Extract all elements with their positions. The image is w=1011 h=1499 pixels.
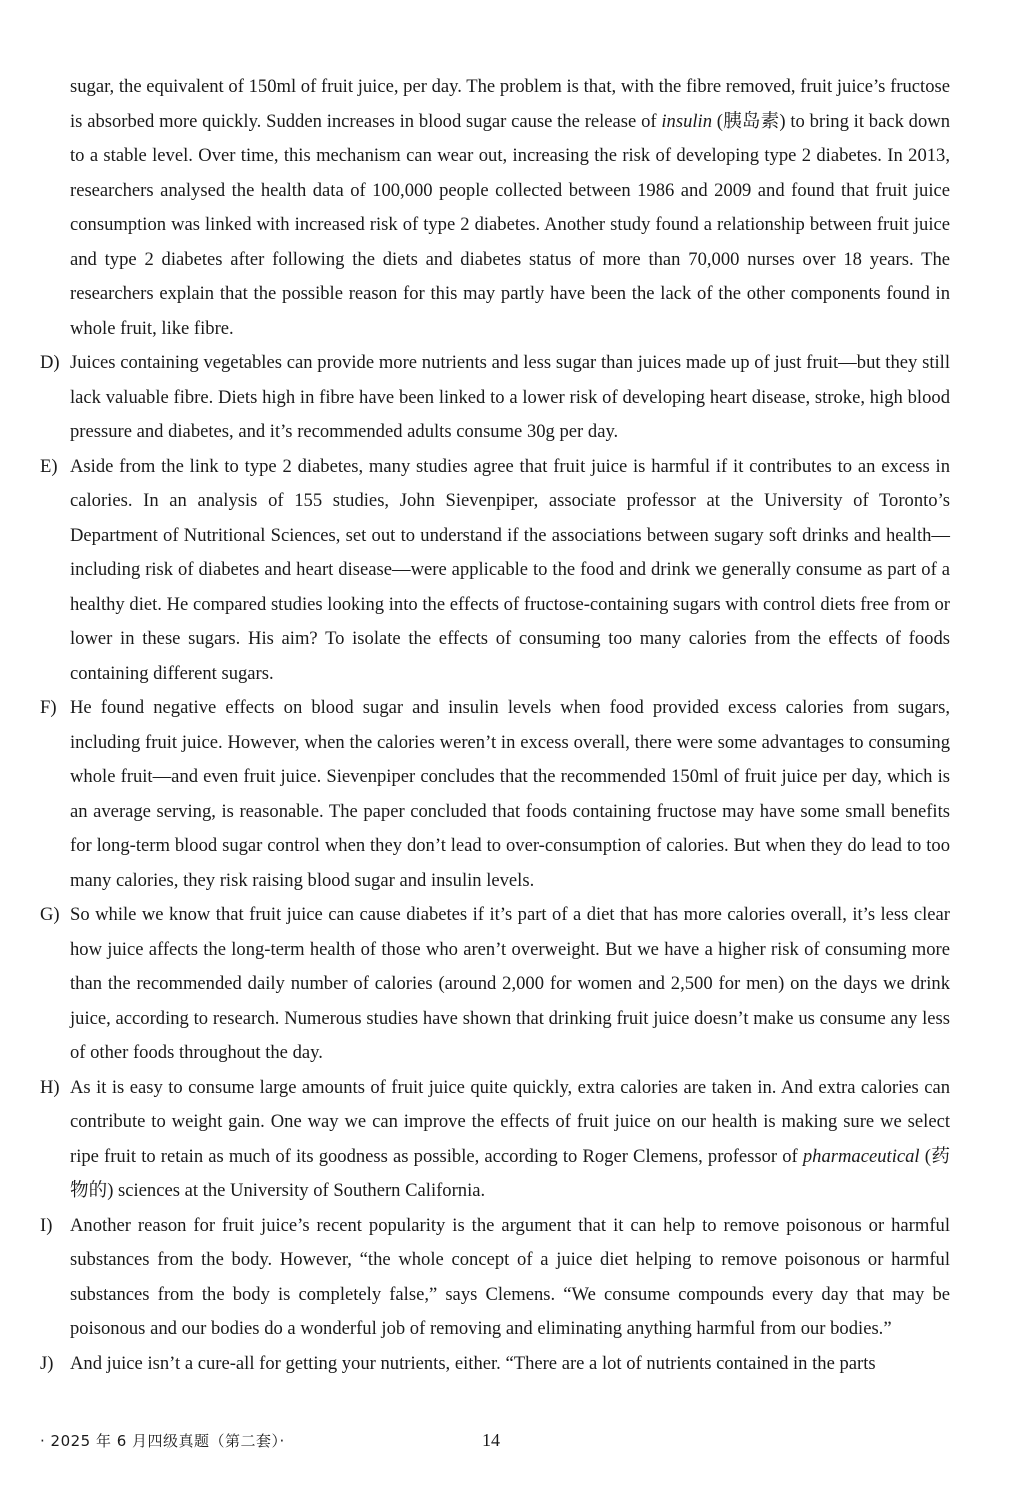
reading-passage bbox=[40, 70, 950, 1381]
paragraph-letter: G) bbox=[40, 904, 60, 925]
paragraph-letter: J) bbox=[40, 1352, 54, 1374]
paragraph-text: So while we know that fruit juice can cause diabetes if it’s part of a diet that has more calories overall, it’s less clear how juice affects the long-term health of those who aren’t overweight. But we have a higher risk of consuming more than the recommended daily number of calories (around 2,000 for women and 2,500 for men) on the days we drink juice, according to research. Numerous studies have shown that drinking fruit juice doesn’t make us consume any less of other foods throughout the day. bbox=[70, 904, 950, 1063]
paragraph-text: Juices containing vegetables can provide more nutrients and less sugar than juices made up of just fruit—but they still lack valuable fibre. Diets high in fibre have been linked to a lower risk of developing heart disease, stroke, high blood pressure and diabetes, and it’s recommended adults consume 30g per day. bbox=[70, 352, 950, 442]
paragraph-h bbox=[40, 1071, 950, 1209]
paragraph-letter: E) bbox=[40, 455, 58, 477]
paragraph-letter: F) bbox=[40, 697, 57, 718]
paragraph-text: (胰岛素) to bring it back down to a stable level. Over time, this mechanism can wear out, increasing the risk of developing type 2 diabetes. In 2013, researchers analysed the health data of 100,000 people collected between 1986 and 2009 and found that fruit juice consumption was linked with increased risk of type 2 diabetes. Another study found a relationship between fruit juice and type 2 diabetes after following the diets and diabetes status of more than 70,000 nurses over 18 years. The researchers explain that the possible reason for this may partly have been the lack of the other components found in whole fruit, like fibre. bbox=[70, 110, 950, 339]
exam-footer-label: · 2025 年 6 月四级真题（第二套）· bbox=[40, 1432, 285, 1450]
paragraph-continued bbox=[40, 70, 950, 346]
paragraph-text: And juice isn’t a cure-all for getting your nutrients, either. “There are a lot of nutrients contained in the parts bbox=[70, 1352, 876, 1374]
paragraph-letter: I) bbox=[40, 1214, 53, 1236]
paragraph-f bbox=[40, 691, 950, 898]
paragraph-g bbox=[40, 898, 950, 1071]
paragraph-text: (药物的) sciences at the University of Southern California. bbox=[70, 1145, 950, 1201]
paragraph-letter: D) bbox=[40, 352, 60, 373]
paragraph-text: As it is easy to consume large amounts of fruit juice quite quickly, extra calories are taken in. And extra calories can contribute to weight gain. One way we can improve the effects of fruit juice on our health is making sure we select ripe fruit to retain as much of its goodness as possible, according to Roger Clemens, professor of bbox=[70, 1076, 950, 1167]
italic-term: insulin bbox=[661, 110, 713, 132]
italic-term: pharmaceutical bbox=[802, 1145, 920, 1167]
paragraph-i bbox=[40, 1209, 950, 1347]
page-number: 14 bbox=[482, 1430, 500, 1450]
paragraph-text: Aside from the link to type 2 diabetes, many studies agree that fruit juice is harmful if it contributes to an excess in calories. In an analysis of 155 studies, John Sievenpiper, associate professor at the University of Toronto’s Department of Nutritional Sciences, set out to understand if the associations between sugary soft drinks and health—including risk of diabetes and heart disease—were applicable to the food and drink we generally consume as part of a healthy diet. He compared studies looking into the effects of fructose-containing sugars with control diets free from or lower in these sugars. His aim? To isolate the effects of consuming too many calories from the effects of foods containing different sugars. bbox=[70, 455, 950, 684]
paragraph-text: Another reason for fruit juice’s recent popularity is the argument that it can help to remove poisonous or harmful substances from the body. However, “the whole concept of a juice diet helping to remove poisonous or harmful substances from the body is completely false,” says Clemens. “We consume compounds every day that may be poisonous and our bodies do a wonderful job of removing and eliminating anything harmful from our bodies.” bbox=[70, 1214, 950, 1339]
paragraph-d bbox=[40, 346, 950, 450]
paragraph-text: sugar, the equivalent of 150ml of fruit juice, per day. The problem is that, with the fibre removed, fruit juice’s fructose is absorbed more quickly. Sudden increases in blood sugar cause the release of bbox=[70, 76, 950, 132]
paragraph-text: He found negative effects on blood sugar and insulin levels when food provided excess calories from sugars, including fruit juice. However, when the calories weren’t in excess overall, there were some advantages to consuming whole fruit—and even fruit juice. Sievenpiper concludes that the recommended 150ml of fruit juice per day, which is an average serving, is reasonable. The paper concluded that foods containing fructose may have some small benefits for long-term blood sugar control when they don’t lead to over-consumption of calories. But when they do lead to too many calories, they risk raising blood sugar and insulin levels. bbox=[70, 697, 950, 891]
paragraph-j bbox=[40, 1347, 950, 1382]
paragraph-e bbox=[40, 450, 950, 692]
paragraph-letter: H) bbox=[40, 1076, 60, 1098]
